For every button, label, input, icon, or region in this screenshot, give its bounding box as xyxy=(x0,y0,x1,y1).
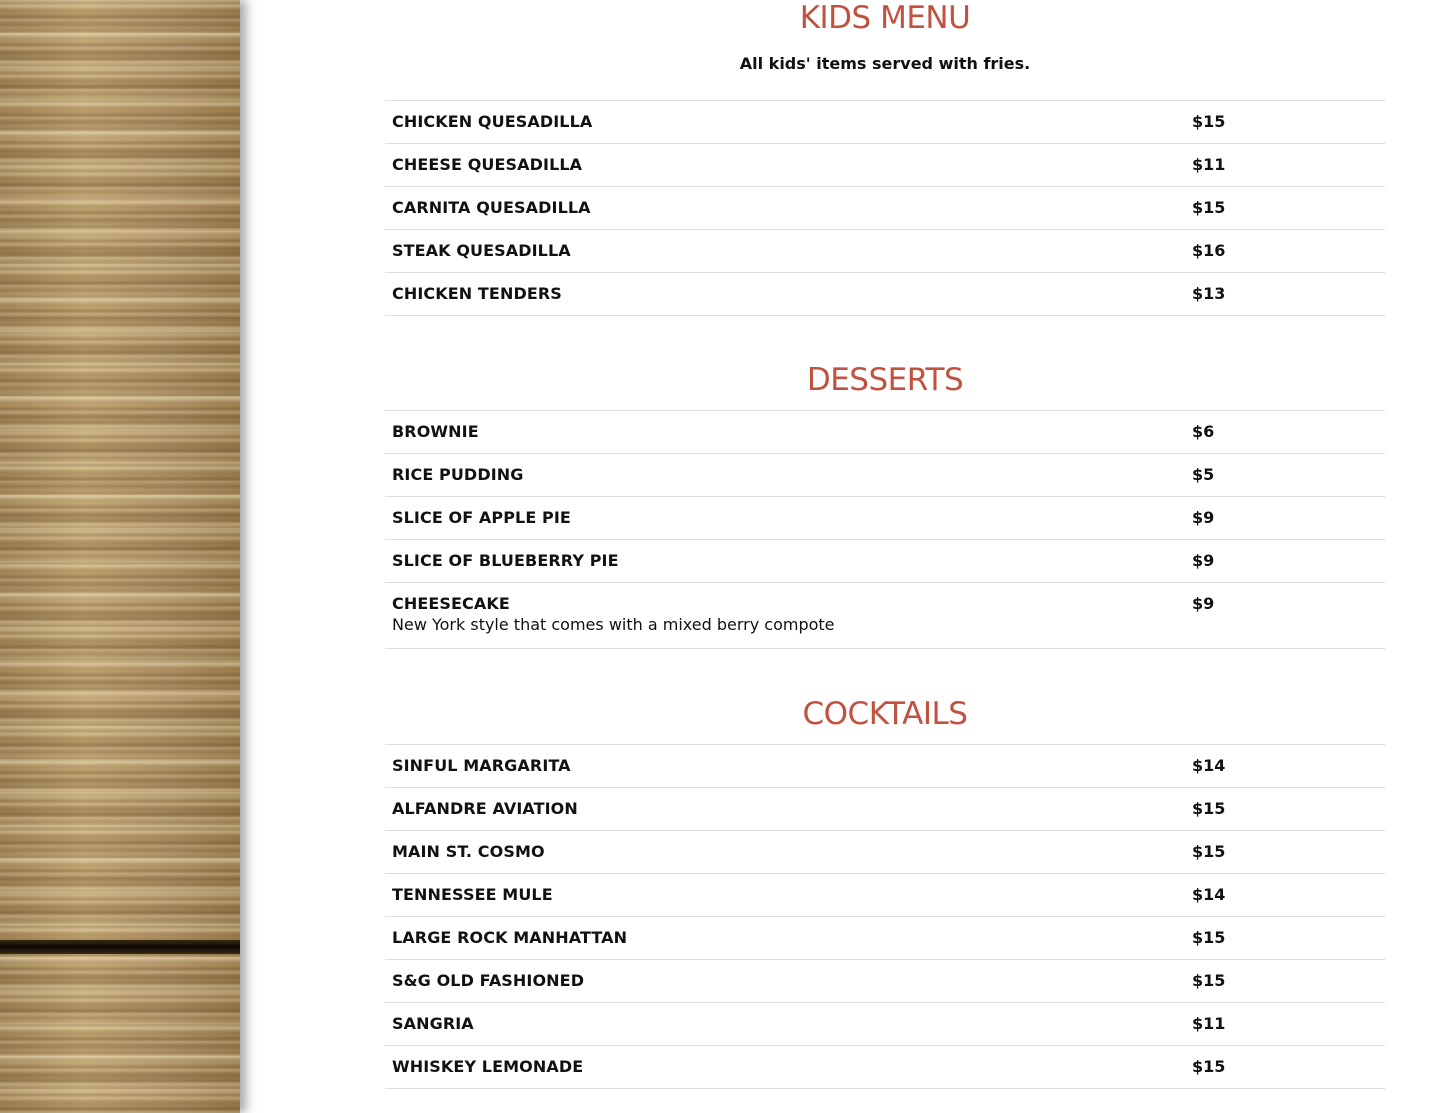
item-price: $9 xyxy=(1192,508,1215,527)
item-name: SINFUL MARGARITA xyxy=(392,756,571,775)
item-price: $15 xyxy=(1192,799,1226,818)
menu-item-row xyxy=(385,583,1385,649)
item-name: BROWNIE xyxy=(392,422,479,441)
item-name: CHEESECAKE xyxy=(392,594,510,613)
menu-item-row xyxy=(385,144,1385,187)
menu-item-row xyxy=(385,1046,1385,1089)
item-name: CARNITA QUESADILLA xyxy=(392,198,591,217)
menu-item-row xyxy=(385,960,1385,1003)
cocktails-table xyxy=(385,744,1385,1089)
menu-item-row xyxy=(385,831,1385,874)
menu-item-row xyxy=(385,917,1385,960)
item-name: S&G OLD FASHIONED xyxy=(392,971,585,990)
menu-item-row xyxy=(385,1003,1385,1046)
item-price: $9 xyxy=(1192,594,1215,613)
menu-item-row xyxy=(385,540,1385,583)
item-price: $6 xyxy=(1192,422,1215,441)
item-name: CHICKEN QUESADILLA xyxy=(392,112,593,131)
desserts-table xyxy=(385,410,1385,649)
menu-item-row xyxy=(385,411,1385,454)
item-description: New York style that comes with a mixed berry compote xyxy=(392,615,835,634)
section-title-desserts: DESSERTS xyxy=(806,362,964,398)
item-price: $15 xyxy=(1192,112,1226,131)
menu-item-row xyxy=(385,101,1385,144)
item-price: $11 xyxy=(1192,155,1226,174)
item-price: $15 xyxy=(1192,971,1226,990)
item-price: $14 xyxy=(1192,885,1226,904)
item-name: RICE PUDDING xyxy=(392,465,524,484)
menu-item-row xyxy=(385,230,1385,273)
menu-item-row xyxy=(385,497,1385,540)
menu-item-row xyxy=(385,788,1385,831)
menu-item-row xyxy=(385,454,1385,497)
wood-grain-dark-band xyxy=(0,940,240,954)
item-price: $15 xyxy=(1192,842,1226,861)
item-name: TENNESSEE MULE xyxy=(392,885,553,904)
menu-item-row xyxy=(385,187,1385,230)
item-price: $15 xyxy=(1192,198,1226,217)
item-price: $9 xyxy=(1192,551,1215,570)
item-name: CHEESE QUESADILLA xyxy=(392,155,583,174)
item-name: ALFANDRE AVIATION xyxy=(392,799,578,818)
item-name: SLICE OF BLUEBERRY PIE xyxy=(392,551,619,570)
menu-item-row xyxy=(385,874,1385,917)
item-price: $13 xyxy=(1192,284,1226,303)
item-price: $11 xyxy=(1192,1014,1226,1033)
item-price: $15 xyxy=(1192,1057,1226,1076)
item-name: SLICE OF APPLE PIE xyxy=(392,508,571,527)
item-name: STEAK QUESADILLA xyxy=(392,241,571,260)
menu-item-row xyxy=(385,273,1385,316)
item-price: $16 xyxy=(1192,241,1226,260)
section-title-kids-menu: KIDS MENU xyxy=(799,0,971,36)
section-title-cocktails: COCKTAILS xyxy=(802,696,968,732)
menu-item-row xyxy=(385,745,1385,788)
item-price: $15 xyxy=(1192,928,1226,947)
item-price: $14 xyxy=(1192,756,1226,775)
kids-menu-table xyxy=(385,100,1385,316)
item-name: SANGRIA xyxy=(392,1014,474,1033)
item-name: LARGE ROCK MANHATTAN xyxy=(392,928,628,947)
item-name: WHISKEY LEMONADE xyxy=(392,1057,584,1076)
item-name: CHICKEN TENDERS xyxy=(392,284,562,303)
item-price: $5 xyxy=(1192,465,1215,484)
item-name: MAIN ST. COSMO xyxy=(392,842,545,861)
kids-menu-note: All kids' items served with fries. xyxy=(739,54,1031,73)
